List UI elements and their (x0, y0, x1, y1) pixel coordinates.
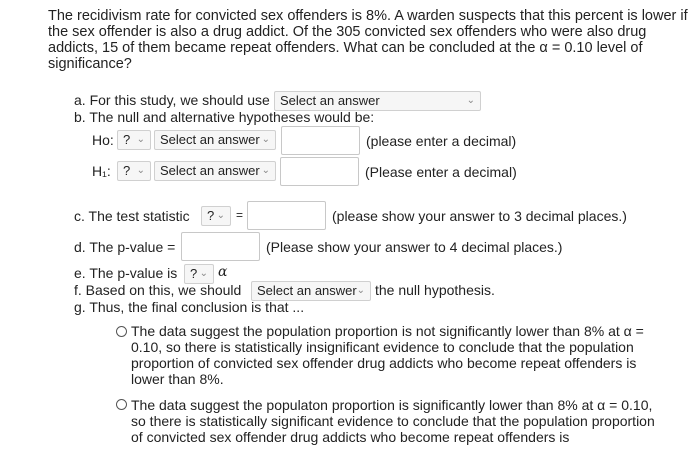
p-value-compare-value: ? (190, 266, 198, 281)
chevron-down-icon: ⌄ (136, 165, 145, 176)
conclusion-option-1-text: The data suggest the population proportion is not significantly lower than 8% at α = 0.10, so there is statistically insignificant evidence to conclude that the population proportion of convicted sex offender drug addicts who become repeat offenders is lower than 8%. (131, 323, 644, 387)
chevron-down-icon: ⌄ (136, 134, 145, 145)
h0-hint: (please enter a decimal) (366, 133, 517, 149)
p-value-input[interactable] (181, 232, 260, 261)
h1-hint: (Please enter a decimal) (365, 164, 517, 180)
h0-label: Ho: (92, 132, 114, 148)
part-b-label: b. The null and alternative hypotheses would be: (74, 109, 375, 125)
chevron-down-icon: ⌄ (199, 268, 208, 279)
h1-value-input[interactable] (280, 157, 359, 186)
test-statistic-select-value: ? (207, 208, 215, 223)
p-value-compare-select[interactable] (184, 264, 214, 284)
part-g-label: g. Thus, the final conclusion is that ... (74, 299, 305, 315)
h0-value-input[interactable] (281, 126, 360, 155)
chevron-down-icon: ⌄ (261, 165, 270, 176)
h0-operator-value: ? (123, 132, 131, 147)
study-type-select[interactable] (274, 91, 481, 111)
conclusion-option-2-text: The data suggest the populaton proportion is significantly lower than 8% at α = 0.10, so there is statistically significant evidence to conclude that the population proportion of convicted sex offender drug addicts who become repeat offenders is (131, 397, 655, 445)
h1-label: H₁: (92, 163, 111, 179)
h1-parameter-select[interactable] (154, 161, 276, 181)
part-a-label: a. For this study, we should use (74, 92, 270, 108)
test-statistic-hint: (please show your answer to 3 decimal places.) (332, 208, 627, 224)
h1-operator-value: ? (123, 163, 131, 178)
chevron-down-icon: ⌄ (466, 95, 475, 106)
h1-operator-select[interactable] (117, 161, 151, 181)
decision-select-value: Select an answer (257, 283, 357, 298)
test-statistic-select[interactable] (201, 206, 231, 226)
part-c-label: c. The test statistic (74, 208, 190, 224)
decision-select[interactable] (251, 281, 371, 301)
h0-operator-select[interactable] (117, 130, 151, 150)
chevron-down-icon: ⌄ (216, 210, 225, 221)
h0-parameter-select[interactable] (154, 130, 276, 150)
h1-parameter-value: Select an answer (160, 163, 260, 178)
h0-parameter-value: Select an answer (160, 132, 260, 147)
part-e-label: e. The p-value is (74, 265, 178, 281)
chevron-down-icon: ⌄ (261, 134, 270, 145)
p-value-hint: (Please show your answer to 4 decimal places.) (266, 239, 563, 255)
problem-statement: The recidivism rate for convicted sex offenders is 8%. A warden suspects that this percent is lower if the sex offender is also a drug addict. Of the 305 convicted sex offenders who were also drug addicts, 15 of them became repeat offenders. What can be concluded at the α = 0.10 level of significance? (48, 8, 688, 72)
part-f-label: f. Based on this, we should (74, 282, 242, 298)
chevron-down-icon: ⌄ (356, 285, 365, 296)
decision-suffix: the null hypothesis. (375, 282, 495, 298)
test-statistic-input[interactable] (247, 201, 326, 230)
conclusion-option-1-radio[interactable] (116, 326, 127, 337)
equals-sign: = (236, 208, 244, 222)
part-d-label: d. The p-value = (74, 239, 176, 255)
alpha-symbol: α (218, 264, 228, 280)
study-type-select-value: Select an answer (280, 93, 380, 108)
conclusion-option-2-radio[interactable] (116, 399, 127, 410)
